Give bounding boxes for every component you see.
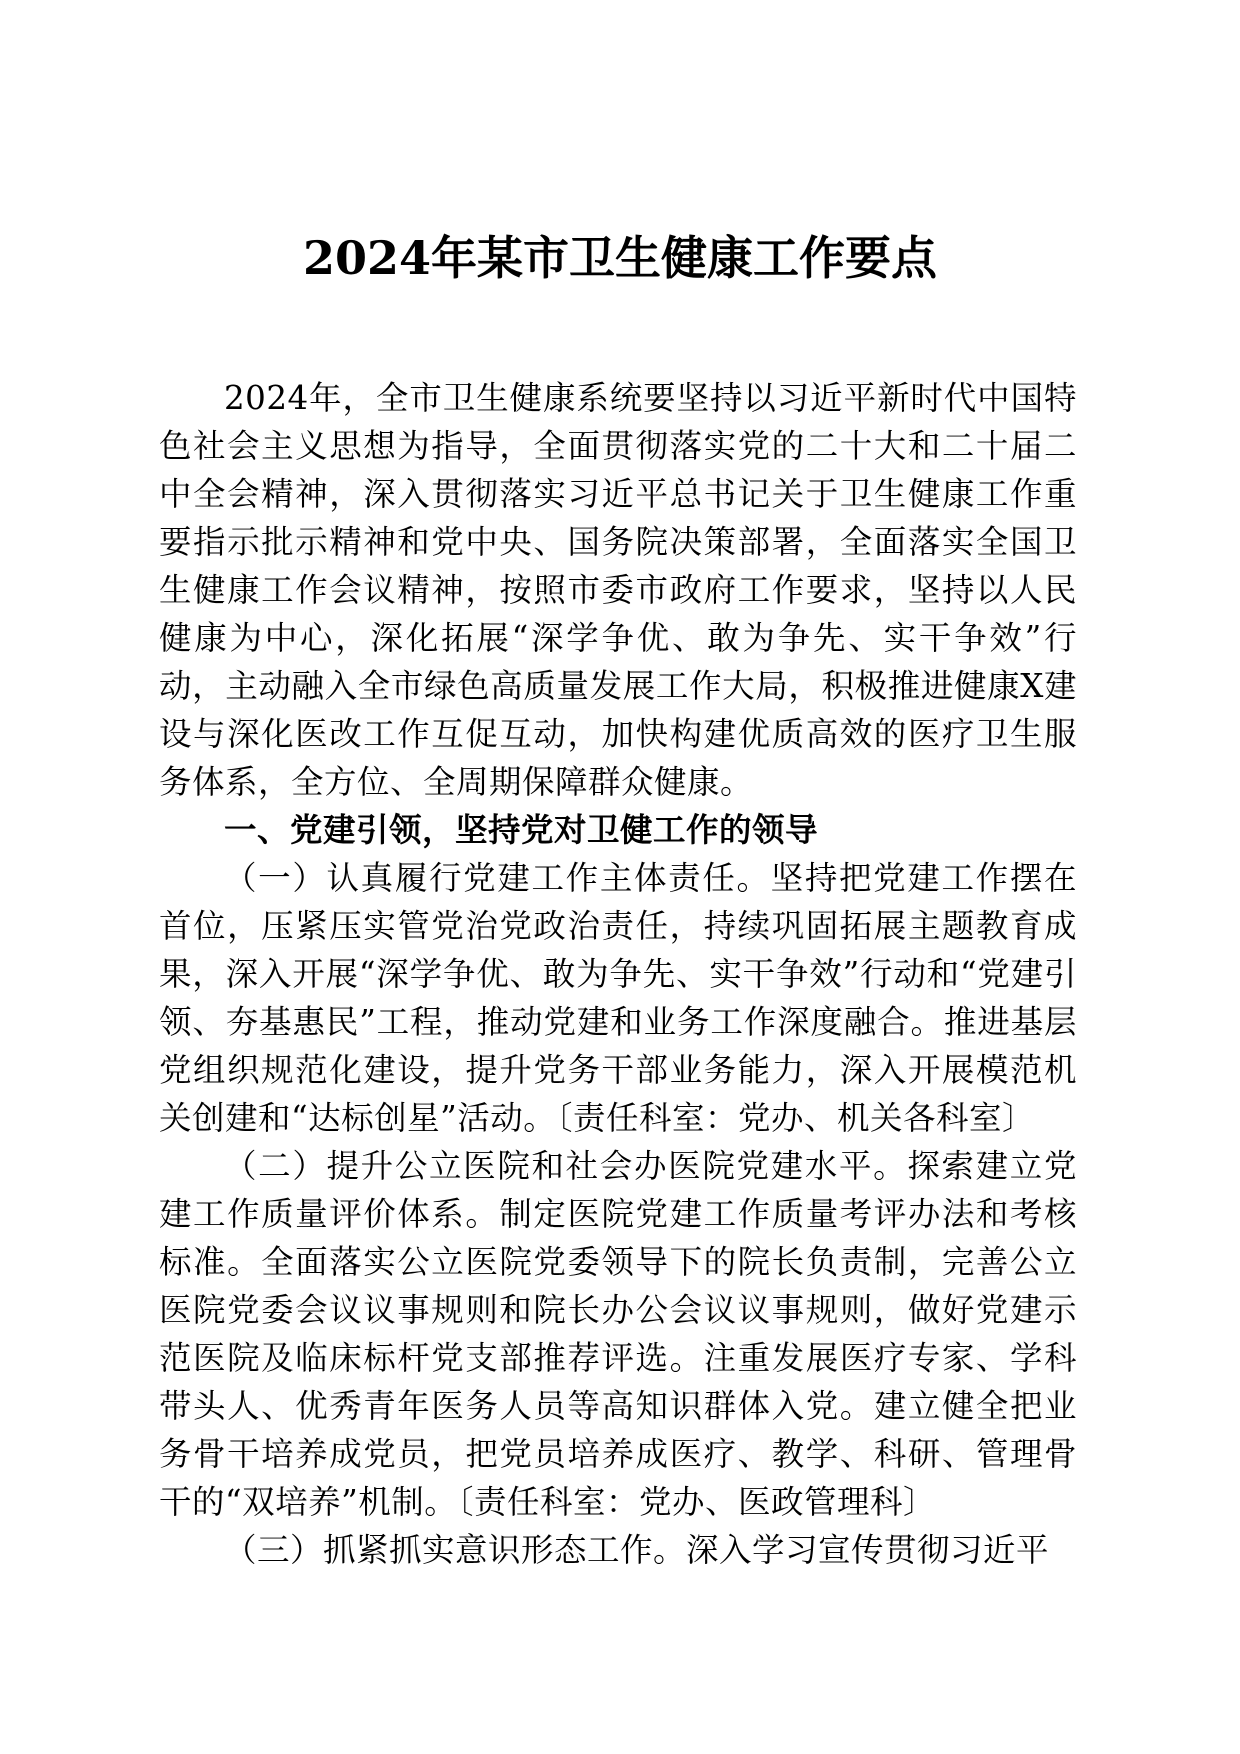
intro-paragraph: 2024年，全市卫生健康系统要坚持以习近平新时代中国特色社会主义思想为指导，全面贯彻落实党的二十大和二十届二中全会精神，深入贯彻落实习近平总书记关于卫生健康工作重要指示批示精神和党中央、国务院决策部署，全面落实全国卫生健康工作会议精神，按照市委市政府工作要求，坚持以人民健康为中心，深化拓展“深学争优、敢为争先、实干争效”行动，主动融入全市绿色高质量发展工作大局，积极推进健康X建设与深化医改工作互促互动，加快构建优质高效的医疗卫生服务体系，全方位、全周期保障群众健康。 (159, 379, 1077, 801)
section-item-3 (159, 1526, 1077, 1574)
item-subtitle: （一）认真履行党建工作主体责任。 (224, 859, 771, 897)
item-subtitle: （三）抓紧抓实意识形态工作。 (224, 1531, 687, 1569)
item-subtitle: （二）提升公立医院和社会办医院党建水平。 (224, 1147, 908, 1185)
section-item-2 (159, 1142, 1077, 1526)
section-item-1 (159, 854, 1077, 1142)
document-title: 2024年某市卫生健康工作要点 (302, 231, 938, 285)
item-text: 坚持把党建工作摆在首位，压紧压实管党治党政治责任，持续巩固拓展主题教育成果，深入开展“深学争优、敢为争先、实干争效”行动和“党建引领、夯基惠民”工程，推动党建和业务工作深度融合。推进基层党组织规范化建设，提升党务干部业务能力，深入开展模范机关创建和“达标创星”活动。〔责任科室：党办、机关各科室〕 (159, 859, 1077, 1137)
document-body (159, 374, 1077, 1574)
item-text: 探索建立党建工作质量评价体系。制定医院党建工作质量考评办法和考核标准。全面落实公立医院党委领导下的院长负责制，完善公立医院党委会议议事规则和院长办公会议议事规则，做好党建示范医院及临床标杆党支部推荐评选。注重发展医疗专家、学科带头人、优秀青年医务人员等高知识群体入党。建立健全把业务骨干培养成党员，把党员培养成医疗、教学、科研、管理骨干的“双培养”机制。〔责任科室：党办、医政管理科〕 (159, 1147, 1077, 1521)
section-heading: 一、党建引领，坚持党对卫健工作的领导 (224, 811, 819, 849)
item-text: 深入学习宣传贯彻习近平 (686, 1531, 1050, 1569)
